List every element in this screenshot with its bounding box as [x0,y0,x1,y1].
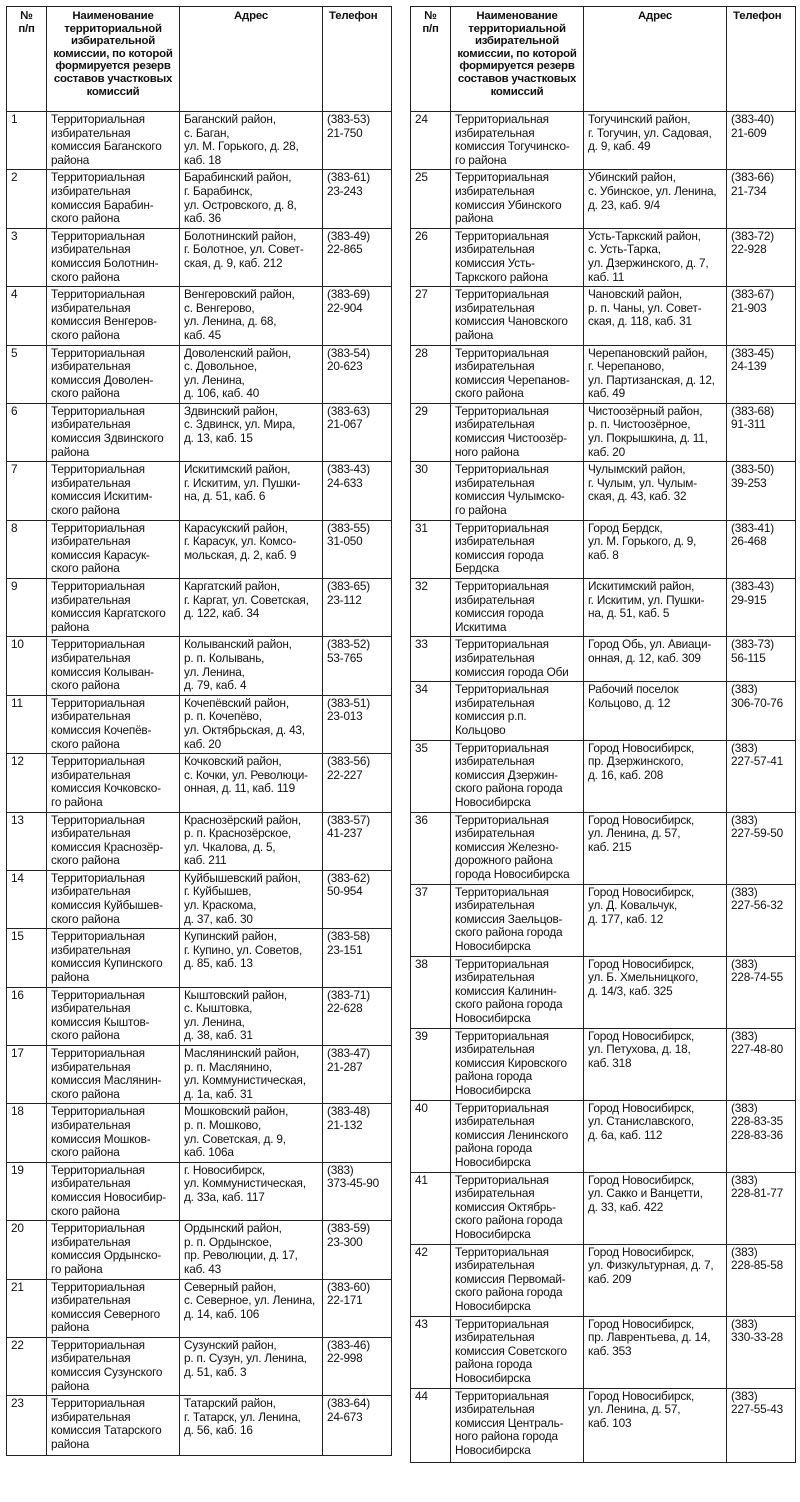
cell-phone: (383-52) 53-765 [323,637,392,695]
cell-address: Северный район, с. Северное, ул. Ленина, д. 14, каб. 106 [180,1279,323,1337]
cell-address: Искитимский район, г. Искитим, ул. Пушки- на, д. 51, каб. 5 [584,579,727,637]
cell-phone: (383-55) 31-050 [323,520,392,578]
cell-name: Территориальная избирательная комиссия Венгеров- ского района [47,287,180,345]
cell-num: 15 [7,929,47,987]
table-row [7,929,392,987]
table-row [411,740,796,812]
header-phone: Телефон [727,7,796,112]
cell-num: 12 [7,754,47,812]
header-phone: Телефон [323,7,392,112]
cell-name: Территориальная избирательная комиссия Каргатского района [47,579,180,637]
table-row [7,1104,392,1162]
cell-address: Кочепёвский район, р. п. Кочепёво, ул. Октябрьская, д. 43, каб. 20 [180,695,323,753]
cell-num: 25 [411,170,451,228]
cell-phone: (383) 227-55-43 [727,1388,796,1462]
cell-address: Венгеровский район, с. Венгерово, ул. Ленина, д. 68, каб. 45 [180,287,323,345]
cell-phone: (383-60) 22-171 [323,1279,392,1337]
cell-num: 20 [7,1221,47,1279]
table-row [7,754,392,812]
cell-address: Город Обь, ул. Авиаци- онная, д. 12, каб. 309 [584,637,727,682]
cell-address: Куйбышевский район, г. Куйбышев, ул. Краскома, д. 37, каб. 30 [180,870,323,928]
cell-num: 13 [7,812,47,870]
cell-name: Территориальная избирательная комиссия Краснозёр- ского района [47,812,180,870]
cell-phone: (383-59) 23-300 [323,1221,392,1279]
cell-num: 41 [411,1172,451,1244]
table-row [411,682,796,740]
cell-num: 23 [7,1396,47,1456]
cell-num: 34 [411,682,451,740]
cell-address: Рабочий поселок Кольцово, д. 12 [584,682,727,740]
header-address: Адрес [584,7,727,112]
header-name: Наименование территориальной избирательной комиссии, по которой формируется резерв составов участковых комиссий [451,7,584,112]
cell-address: Черепановский район, г. Черепаново, ул. Партизанская, д. 12, каб. 49 [584,345,727,403]
cell-address: Город Новосибирск, ул. Ленина, д. 57, каб. 215 [584,812,727,884]
cell-address: Город Новосибирск, ул. Б. Хмельницкого, д. 14/3, каб. 325 [584,956,727,1028]
cell-name: Территориальная избирательная комиссия Колыван- ского района [47,637,180,695]
cell-num: 38 [411,956,451,1028]
cell-address: Доволенский район, с. Довольное, ул. Ленина, д. 106, каб. 40 [180,345,323,403]
cell-name: Территориальная избирательная комиссия Централь- ного района города Новосибирска [451,1388,584,1462]
cell-num: 10 [7,637,47,695]
cell-name: Территориальная избирательная комиссия Искитим- ского района [47,462,180,520]
cell-address: Тогучинский район, г. Тогучин, ул. Садовая, д. 9, каб. 49 [584,112,727,170]
cell-num: 5 [7,345,47,403]
table-row [7,1162,392,1220]
cell-phone: (383-48) 21-132 [323,1104,392,1162]
table-row [7,287,392,345]
cell-address: Краснозёрский район, р. п. Краснозёрское, ул. Чкалова, д. 5, каб. 211 [180,812,323,870]
cell-name: Территориальная избирательная комиссия Кочковско- го района [47,754,180,812]
cell-address: Маслянинский район, р. п. Маслянино, ул. Коммунистическая, д. 1а, каб. 31 [180,1046,323,1104]
cell-num: 39 [411,1028,451,1100]
cell-name: Территориальная избирательная комиссия Купинского района [47,929,180,987]
table-row [411,345,796,403]
cell-address: Город Новосибирск, ул. Петухова, д. 18, каб. 318 [584,1028,727,1100]
cell-name: Территориальная избирательная комиссия Чулымско- го района [451,462,584,520]
cell-address: Чановский район, р. п. Чаны, ул. Совет- ская, д. 118, каб. 31 [584,287,727,345]
cell-num: 32 [411,579,451,637]
cell-phone: (383) 373-45-90 [323,1162,392,1220]
cell-name: Территориальная избирательная комиссия Ордынско- го района [47,1221,180,1279]
header-num: № п/п [7,7,47,112]
table-row [411,637,796,682]
cell-name: Территориальная избирательная комиссия Черепанов- ского района [451,345,584,403]
cell-num: 22 [7,1337,47,1395]
cell-phone: (383-51) 23-013 [323,695,392,753]
cell-num: 17 [7,1046,47,1104]
cell-phone: (383) 228-83-35 228-83-36 [727,1100,796,1172]
table-row [7,170,392,228]
committee-table-right [410,6,796,1463]
cell-address: Баганский район, с. Баган, ул. М. Горького, д. 28, каб. 18 [180,112,323,170]
table-row [7,462,392,520]
table-row [7,637,392,695]
cell-num: 21 [7,1279,47,1337]
cell-name: Территориальная избирательная комиссия Татарского района [47,1396,180,1456]
table-row [411,1028,796,1100]
cell-num: 1 [7,112,47,170]
cell-name: Территориальная избирательная комиссия Кочепёв- ского района [47,695,180,753]
cell-name: Территориальная избирательная комиссия Октябрь- ского района города Новосибирска [451,1172,584,1244]
cell-address: Кочковский район, с. Кочки, ул. Революци- онная, д. 11, каб. 119 [180,754,323,812]
table-row [7,695,392,753]
cell-num: 2 [7,170,47,228]
cell-phone: (383-61) 23-243 [323,170,392,228]
cell-num: 3 [7,228,47,286]
table-row [7,228,392,286]
cell-address: Ордынский район, р. п. Ордынское, пр. Революции, д. 17, каб. 43 [180,1221,323,1279]
cell-num: 19 [7,1162,47,1220]
cell-phone: (383-67) 21-903 [727,287,796,345]
table-row [7,345,392,403]
cell-phone: (383-68) 91-311 [727,403,796,461]
cell-phone: (383-69) 22-904 [323,287,392,345]
cell-name: Территориальная избирательная комиссия Карасук- ского района [47,520,180,578]
cell-num: 31 [411,520,451,578]
cell-name: Территориальная избирательная комиссия Новосибир- ского района [47,1162,180,1220]
cell-address: Колыванский район, р. п. Колывань, ул. Ленина, д. 79, каб. 4 [180,637,323,695]
cell-address: Болотнинский район, г. Болотное, ул. Совет- ская, д. 9, каб. 212 [180,228,323,286]
cell-num: 30 [411,462,451,520]
cell-phone: (383-54) 20-623 [323,345,392,403]
cell-name: Территориальная избирательная комиссия Болотнин- ского района [47,228,180,286]
cell-name: Территориальная избирательная комиссия Убинского района [451,170,584,228]
cell-phone: (383-72) 22-928 [727,228,796,286]
cell-name: Территориальная избирательная комиссия Барабин- ского района [47,170,180,228]
cell-name: Территориальная избирательная комиссия Куйбышев- ского района [47,870,180,928]
cell-phone: (383-40) 21-609 [727,112,796,170]
cell-name: Территориальная избирательная комиссия Доволен- ского района [47,345,180,403]
cell-phone: (383) 227-57-41 [727,740,796,812]
table-body-left [7,112,392,1456]
table-row [7,870,392,928]
cell-address: Город Новосибирск, ул. Ленина, д. 57, каб. 103 [584,1388,727,1462]
cell-phone: (383-50) 39-253 [727,462,796,520]
table-row [411,1244,796,1316]
cell-address: Убинский район, с. Убинское, ул. Ленина, д. 23, каб. 9/4 [584,170,727,228]
cell-address: Сузунский район, р. п. Сузун, ул. Ленина, д. 51, каб. 3 [180,1337,323,1395]
cell-name: Территориальная избирательная комиссия Ленинского района города Новосибирска [451,1100,584,1172]
cell-address: Здвинский район, с. Здвинск, ул. Мира, д. 13, каб. 15 [180,403,323,461]
cell-address: Барабинский район, г. Барабинск, ул. Островского, д. 8, каб. 36 [180,170,323,228]
cell-phone: (383-62) 50-954 [323,870,392,928]
cell-num: 4 [7,287,47,345]
cell-address: Чистоозёрный район, р. п. Чистоозёрное, ул. Покрышкина, д. 11, каб. 20 [584,403,727,461]
table-body-right [411,112,796,1463]
cell-phone: (383-73) 56-115 [727,637,796,682]
cell-phone: (383-71) 22-628 [323,987,392,1045]
cell-phone: (383) 227-56-32 [727,884,796,956]
cell-address: Город Новосибирск, ул. Д. Ковальчук, д. 177, каб. 12 [584,884,727,956]
table-row [411,520,796,578]
cell-num: 42 [411,1244,451,1316]
cell-name: Территориальная избирательная комиссия Железно- дорожного района города Новосибирска [451,812,584,884]
table-row [411,287,796,345]
cell-num: 11 [7,695,47,753]
cell-address: Город Бердск, ул. М. Горького, д. 9, каб. 8 [584,520,727,578]
cell-address: Город Новосибирск, пр. Лаврентьева, д. 14, каб. 353 [584,1316,727,1388]
cell-num: 35 [411,740,451,812]
cell-num: 16 [7,987,47,1045]
cell-num: 9 [7,579,47,637]
cell-num: 29 [411,403,451,461]
cell-phone: (383-66) 21-734 [727,170,796,228]
table-row [411,112,796,170]
table-row [7,1337,392,1395]
cell-num: 44 [411,1388,451,1462]
cell-phone: (383) 227-59-50 [727,812,796,884]
cell-address: Кыштовский район, с. Кыштовка, ул. Ленина, д. 38, каб. 31 [180,987,323,1045]
cell-name: Территориальная избирательная комиссия Мошков- ского района [47,1104,180,1162]
cell-phone: (383-65) 23-112 [323,579,392,637]
cell-address: Купинский район, г. Купино, ул. Советов, д. 85, каб. 13 [180,929,323,987]
cell-name: Территориальная избирательная комиссия Усть- Таркского района [451,228,584,286]
cell-address: Город Новосибирск, ул. Станиславского, д. 6а, каб. 112 [584,1100,727,1172]
table-row [411,579,796,637]
cell-num: 6 [7,403,47,461]
table-row [411,956,796,1028]
cell-name: Территориальная избирательная комиссия Первомай- ского района города Новосибирска [451,1244,584,1316]
cell-phone: (383-57) 41-237 [323,812,392,870]
cell-phone: (383-58) 23-151 [323,929,392,987]
cell-name: Территориальная избирательная комиссия Баганского района [47,112,180,170]
cell-phone: (383-46) 22-998 [323,1337,392,1395]
cell-name: Территориальная избирательная комиссия Северного района [47,1279,180,1337]
committee-table-left [6,6,392,1456]
cell-name: Территориальная избирательная комиссия Заельцов- ского района города Новосибирска [451,884,584,956]
cell-phone: (383-47) 21-287 [323,1046,392,1104]
cell-phone: (383-45) 24-139 [727,345,796,403]
cell-phone: (383) 330-33-28 [727,1316,796,1388]
cell-name: Территориальная избирательная комиссия Кыштов- ского района [47,987,180,1045]
table-row [7,812,392,870]
table-row [411,403,796,461]
table-row [411,884,796,956]
cell-num: 7 [7,462,47,520]
cell-phone: (383-64) 24-673 [323,1396,392,1456]
cell-phone: (383-53) 21-750 [323,112,392,170]
cell-address: Город Новосибирск, пр. Дзержинского, д. 16, каб. 208 [584,740,727,812]
header-address: Адрес [180,7,323,112]
cell-num: 8 [7,520,47,578]
table-row [7,1221,392,1279]
cell-phone: (383-43) 24-633 [323,462,392,520]
cell-phone: (383) 227-48-80 [727,1028,796,1100]
cell-phone: (383-43) 29-915 [727,579,796,637]
table-row [411,462,796,520]
cell-num: 43 [411,1316,451,1388]
cell-name: Территориальная избирательная комиссия города Искитима [451,579,584,637]
table-row [411,1172,796,1244]
table-row [7,1046,392,1104]
table-header-left [7,7,392,112]
table-row [7,520,392,578]
table-row [411,170,796,228]
cell-address: г. Новосибирск, ул. Коммунистическая, д. 33а, каб. 117 [180,1162,323,1220]
table-row [411,812,796,884]
cell-name: Территориальная избирательная комиссия Тогучинско- го района [451,112,584,170]
table-header-right [411,7,796,112]
table-row [7,987,392,1045]
cell-num: 33 [411,637,451,682]
cell-address: Каргатский район, г. Каргат, ул. Советская, д. 122, каб. 34 [180,579,323,637]
table-row [7,112,392,170]
header-name: Наименование территориальной избирательной комиссии, по которой формируется резерв составов участковых комиссий [47,7,180,112]
table-row [411,1316,796,1388]
cell-num: 18 [7,1104,47,1162]
cell-address: Искитимский район, г. Искитим, ул. Пушки- на, д. 51, каб. 6 [180,462,323,520]
cell-num: 24 [411,112,451,170]
cell-address: Усть-Таркский район, с. Усть-Тарка, ул. Дзержинского, д. 7, каб. 11 [584,228,727,286]
cell-phone: (383-56) 22-227 [323,754,392,812]
table-row [7,579,392,637]
cell-num: 26 [411,228,451,286]
cell-name: Территориальная избирательная комиссия Калинин- ского района города Новосибирска [451,956,584,1028]
cell-address: Мошковский район, р. п. Мошково, ул. Советская, д. 9, каб. 106а [180,1104,323,1162]
cell-name: Территориальная избирательная комиссия города Бердска [451,520,584,578]
cell-name: Территориальная избирательная комиссия Сузунского района [47,1337,180,1395]
cell-name: Территориальная избирательная комиссия Дзержин- ского района города Новосибирска [451,740,584,812]
cell-num: 36 [411,812,451,884]
table-row [411,1388,796,1462]
cell-name: Территориальная избирательная комиссия Кировского района города Новосибирска [451,1028,584,1100]
cell-num: 28 [411,345,451,403]
cell-phone: (383) 228-74-55 [727,956,796,1028]
cell-name: Территориальная избирательная комиссия р.п. Кольцово [451,682,584,740]
cell-name: Территориальная избирательная комиссия Чановского района [451,287,584,345]
cell-num: 14 [7,870,47,928]
table-row [7,1396,392,1456]
cell-num: 27 [411,287,451,345]
cell-phone: (383-49) 22-865 [323,228,392,286]
cell-name: Территориальная избирательная комиссия Здвинского района [47,403,180,461]
cell-address: Карасукский район, г. Карасук, ул. Комсо- мольская, д. 2, каб. 9 [180,520,323,578]
table-row [411,228,796,286]
cell-phone: (383) 228-85-58 [727,1244,796,1316]
cell-num: 40 [411,1100,451,1172]
cell-address: Город Новосибирск, ул. Физкультурная, д. 7, каб. 209 [584,1244,727,1316]
cell-name: Территориальная избирательная комиссия Маслянин- ского района [47,1046,180,1104]
cell-phone: (383) 228-81-77 [727,1172,796,1244]
header-num: № п/п [411,7,451,112]
cell-phone: (383) 306-70-76 [727,682,796,740]
cell-name: Территориальная избирательная комиссия Чистоозёр- ного района [451,403,584,461]
cell-address: Чулымский район, г. Чулым, ул. Чулым- ская, д. 43, каб. 32 [584,462,727,520]
table-row [7,1279,392,1337]
cell-num: 37 [411,884,451,956]
cell-name: Территориальная избирательная комиссия Советского района города Новосибирска [451,1316,584,1388]
cell-address: Город Новосибирск, ул. Сакко и Ванцетти, д. 33, каб. 422 [584,1172,727,1244]
cell-phone: (383-41) 26-468 [727,520,796,578]
table-row [7,403,392,461]
cell-name: Территориальная избирательная комиссия города Оби [451,637,584,682]
cell-address: Татарский район, г. Татарск, ул. Ленина, д. 56, каб. 16 [180,1396,323,1456]
table-row [411,1100,796,1172]
cell-phone: (383-63) 21-067 [323,403,392,461]
